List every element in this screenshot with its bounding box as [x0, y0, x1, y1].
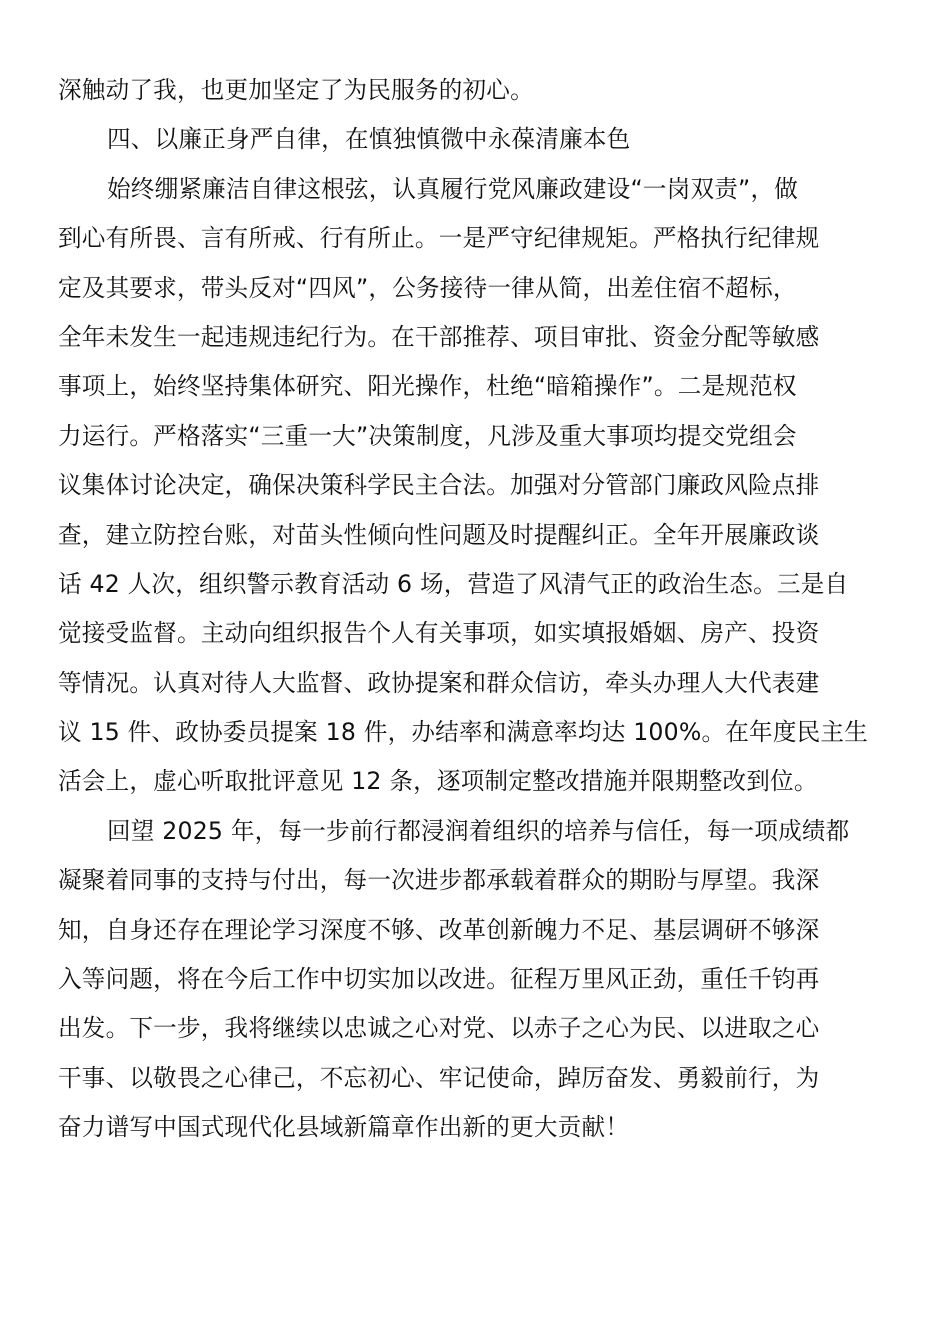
conclusion-paragraph-line: 入等问题，将在今后工作中切实加以改进。征程万里风正劲，重任千钧再: [58, 965, 820, 994]
paragraph-line: 话 42 人次，组织警示教育活动 6 场，营造了风清气正的政治生态。三是自: [58, 569, 849, 598]
text-line-continuation: 深触动了我，也更加坚定了为民服务的初心。: [58, 76, 534, 104]
section-heading-four: 四、以廉正身严自律，在慎独慎微中永葆清廉本色: [107, 125, 631, 154]
conclusion-paragraph-line: 回望 2025 年，每一步前行都浸润着组织的培养与信任，每一项成绩都: [107, 816, 850, 845]
paragraph-line: 活会上，虚心听取批评意见 12 条，逐项制定整改措施并限期整改到位。: [58, 767, 818, 796]
paragraph-line: 等情况。认真对待人大监督、政协提案和群众信访，牵头办理人大代表建: [58, 668, 820, 697]
paragraph-line: 议 15 件、政协委员提案 18 件，办结率和满意率均达 100%。在年度民主生: [58, 718, 869, 747]
paragraph-line: 查，建立防控台账，对苗头性倾向性问题及时提醒纠正。全年开展廉政谈: [58, 520, 820, 549]
paragraph-line: 全年未发生一起违规违纪行为。在干部推荐、项目审批、资金分配等敏感: [58, 322, 820, 351]
conclusion-paragraph-line: 干事、以敬畏之心律己，不忘初心、牢记使命，踔厉奋发、勇毅前行，为: [58, 1063, 820, 1092]
paragraph-line: 议集体讨论决定，确保决策科学民主合法。加强对分管部门廉政风险点排: [58, 471, 820, 500]
paragraph-line: 事项上，始终坚持集体研究、阳光操作，杜绝“暗箱操作”。二是规范权: [58, 372, 797, 401]
paragraph-line: 到心有所畏、言有所戒、行有所止。一是严守纪律规矩。严格执行纪律规: [58, 224, 820, 253]
conclusion-paragraph-line: 凝聚着同事的支持与付出，每一次进步都承载着群众的期盼与厚望。我深: [58, 866, 820, 895]
paragraph-line: 力运行。严格落实“三重一大”决策制度，凡涉及重大事项均提交党组会: [58, 421, 797, 450]
conclusion-paragraph-line: 知，自身还存在理论学习深度不够、改革创新魄力不足、基层调研不够深: [58, 915, 820, 944]
paragraph-line: 觉接受监督。主动向组织报告个人有关事项，如实填报婚姻、房产、投资: [58, 619, 820, 648]
paragraph-line: 始终绷紧廉洁自律这根弦，认真履行党风廉政建设“一岗双责”，做: [107, 174, 799, 203]
conclusion-paragraph-line: 奋力谱写中国式现代化县域新篇章作出新的更大贡献！: [58, 1113, 630, 1142]
paragraph-line: 定及其要求，带头反对“四风”，公务接待一律从简，出差住宿不超标，: [58, 273, 797, 302]
document-page: [58, 70, 888, 1157]
conclusion-paragraph-line: 出发。下一步，我将继续以忠诚之心对党、以赤子之心为民、以进取之心: [58, 1014, 820, 1043]
